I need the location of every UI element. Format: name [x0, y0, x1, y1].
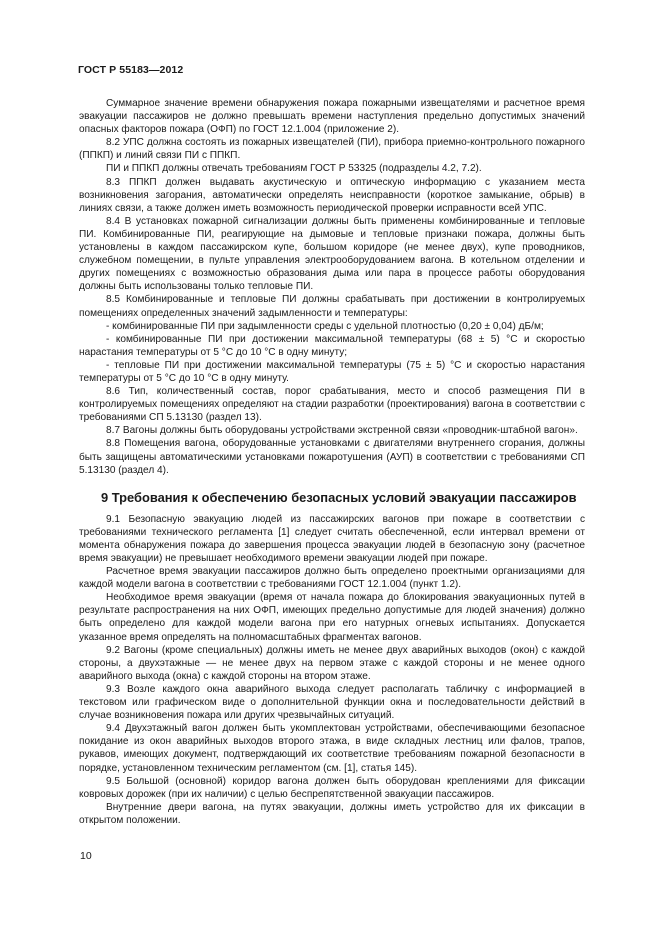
paragraph: 8.3 ППКП должен выдавать акустическую и оптическую информацию с указанием места возникновения загорания, автоматически определять неисправности (короткое замыкание, обрыв) в линиях связи, а также должен иметь возможность периодической проверки исправности всей УПС.: [79, 176, 585, 214]
paragraph: 8.7 Вагоны должны быть оборудованы устройствами экстренной связи «проводник-штабной вагон».: [106, 425, 578, 437]
paragraph: ПИ и ППКП должны отвечать требованиям ГОСТ Р 53325 (подразделы 4.2, 7.2).: [106, 163, 482, 175]
list-item: - тепловые ПИ при достижении максимальной температуры (75 ± 5) °С и скоростью нарастания температуры от 5 °С до 10 °С в одну минуту.: [79, 359, 585, 384]
list-item: - комбинированные ПИ при задымленности среды с удельной плотностью (0,20 ± 0,04) дБ/м;: [106, 320, 544, 332]
paragraph: 8.4 В установках пожарной сигнализации должны быть применены комбинированные и тепловые ПИ. Комбинированные ПИ, реагирующие на дымовые и тепловые признаки пожара, должны быть установлены в каждом пассажирском купе, большом коридоре (не менее двух), купе проводников, служебном помещении, в пульте управления электрооборудованием вагона. В котельном отделении и других помещениях с возможностью образования дыма или пара в процессе работы оборудования должны быть использованы только тепловые ПИ.: [79, 215, 585, 293]
list-item: - комбинированные ПИ при достижении максимальной температуры (68 ± 5) °С и скоростью нарастания температуры от 5 °С до 10 °С в одну минуту;: [79, 333, 585, 358]
paragraph: Расчетное время эвакуации пассажиров должно быть определено проектными организациями для каждой модели вагона в соответствии с требованиями ГОСТ 12.1.004 (пункт 1.2).: [79, 566, 585, 591]
paragraph: 9.3 Возле каждого окна аварийного выхода следует располагать табличку с информацией в текстовом или графическом виде о дополнительной функции окна и последовательности действий в случае возникновения пожара или других чрезвычайных ситуаций.: [79, 683, 585, 722]
paragraph: Внутренние двери вагона, на путях эвакуации, должны иметь устройство для их фиксации в открытом положении.: [79, 801, 585, 826]
paragraph: 8.6 Тип, количественный состав, порог срабатывания, место и способ размещения ПИ в контролируемых помещениях определяют на стадии разработки (проектирования) вагона в соответствии с требованиями СП 5.13130 (раздел 13).: [79, 386, 585, 424]
paragraph: 9.2 Вагоны (кроме специальных) должны иметь не менее двух аварийных выходов (окон) с каждой стороны, а двухэтажные — не менее двух на первом этаже с каждой стороны и не менее одного аварийного выхода (окна) с каждой стороны на втором этаже.: [79, 644, 585, 682]
paragraph: 8.2 УПС должна состоять из пожарных извещателей (ПИ), прибора приемно-контрольного пожарного (ППКП) и линий связи ПИ с ППКП.: [79, 137, 585, 162]
paragraph: 9.5 Большой (основной) коридор вагона должен быть оборудован креплениями для фиксации ковровых дорожек (при их наличии) с целью беспрепятственной эвакуации пассажиров.: [79, 775, 585, 800]
page-number: 10: [80, 850, 92, 862]
paragraph: 8.5 Комбинированные и тепловые ПИ должны срабатывать при достижении в контролируемых помещениях определенных значений задымленности и температуры:: [79, 294, 585, 319]
paragraph: Необходимое время эвакуации (время от начала пожара до блокирования эвакуационных путей в результате распространения на них ОФП, имеющих предельно допустимые для людей значения) должно быть определено для каждой модели вагона при его натурных огневых испытаниях. Допускается указанное время определять на полномасштабных фрагментах вагонов.: [79, 592, 585, 643]
paragraph: 9.1 Безопасную эвакуацию людей из пассажирских вагонов при пожаре в соответствии с требованиями технического регламента [1] следует считать обеспеченной, если интервал времени от момента обнаружения пожара до завершения процесса эвакуации людей в безопасную зону (расчетное время эвакуации) не превышает необходимого времени эвакуации людей при пожаре.: [79, 513, 585, 564]
paragraph: 9.4 Двухэтажный вагон должен быть укомплектован устройствами, обеспечивающими безопасное покидание из окон аварийных выходов второго этажа, в виде складных лестниц или фалов, трапов, рукавов, имеющих документ, подтверждающий их соответствие требованиям пожарной безопасности в порядке, установленном техническим регламентом (см. [1], статья 145).: [79, 723, 585, 774]
paragraph: 8.8 Помещения вагона, оборудованные установками с двигателями внутреннего сгорания, должны быть защищены автоматическими установками пожаротушения (АУП) в соответствии с требованиями СП 5.13130 (раздел 4).: [79, 438, 585, 476]
section-heading: 9 Требования к обеспечению безопасных условий эвакуации пассажиров: [101, 489, 577, 505]
document-code-header: ГОСТ Р 55183—2012: [78, 64, 184, 76]
document-body: [79, 97, 585, 827]
paragraph: Суммарное значение времени обнаружения пожара пожарными извещателями и расчетное время эвакуации пассажиров не должно превышать времени наступления предельно допустимых значений опасных факторов пожара (ОФП) по ГОСТ 12.1.004 (приложение 2).: [79, 98, 585, 136]
